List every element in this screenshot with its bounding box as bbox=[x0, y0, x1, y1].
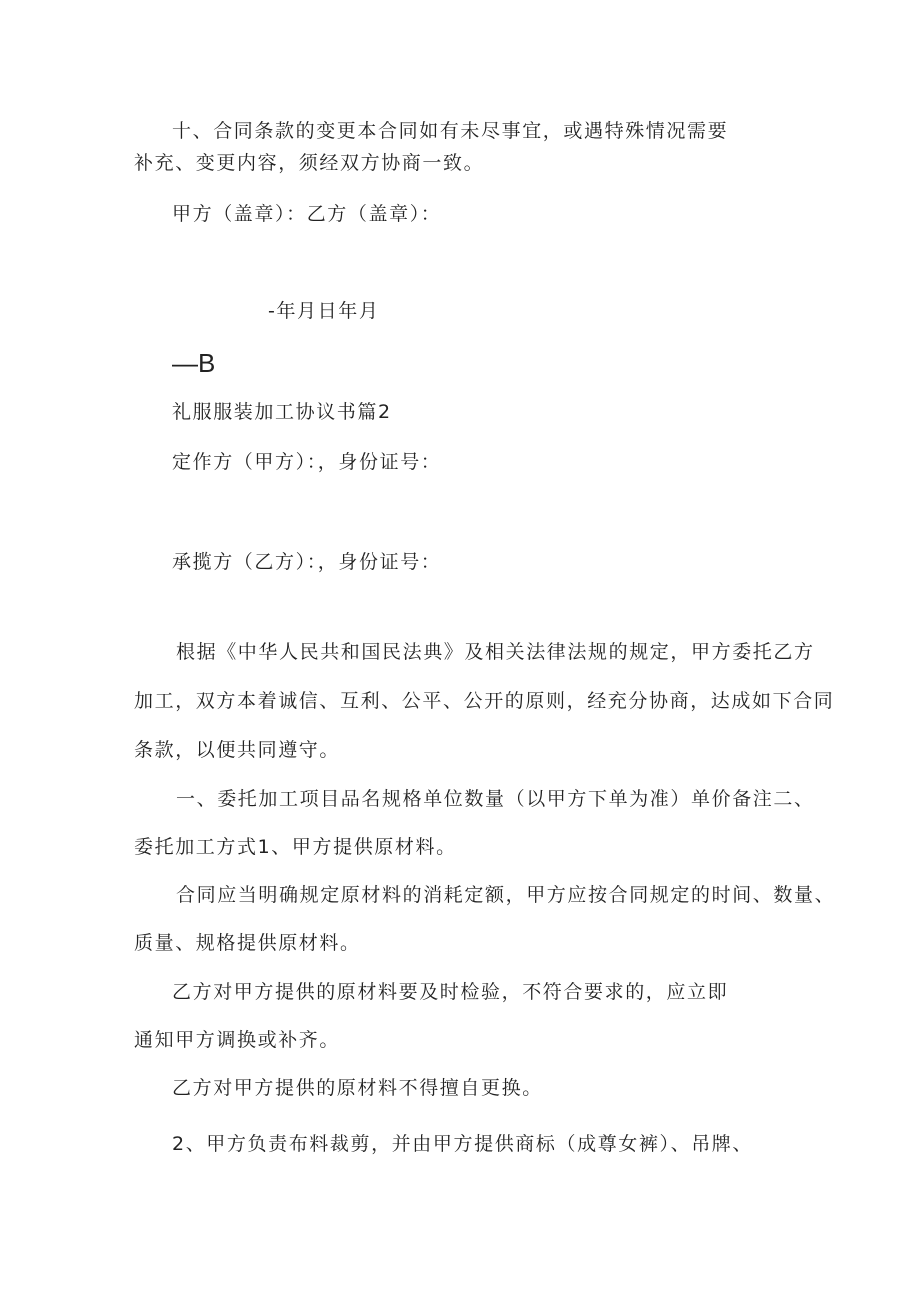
clause1-line-1: 一、委托加工项目品名规格单位数量（以甲方下单为准）单价备注二、 bbox=[176, 788, 815, 810]
materials-line-1: 合同应当明确规定原材料的消耗定额，甲方应按合同规定的时间、数量、 bbox=[176, 884, 836, 906]
intro-line-3: 条款，以便共同遵守。 bbox=[134, 739, 341, 761]
inspection-line-2: 通知甲方调换或补齐。 bbox=[134, 1029, 341, 1051]
section10-line-2: 补充、变更内容，须经双方协商一致。 bbox=[134, 152, 485, 174]
party-a-line: 定作方（甲方）：，身份证号： bbox=[172, 451, 442, 473]
section-mark: —B bbox=[172, 348, 216, 378]
section10-line-1: 十、合同条款的变更本合同如有未尽事宜，或遇特殊情况需要 bbox=[172, 120, 729, 142]
party-b-line: 承揽方（乙方）：，身份证号： bbox=[172, 551, 442, 573]
signature-dates: -年月日年月 bbox=[268, 300, 380, 322]
signature-parties: 甲方（盖章）：乙方（盖章）： bbox=[172, 203, 442, 225]
intro-line-2: 加工，双方本着诚信、互利、公平、公开的原则，经充分协商，达成如下合同 bbox=[134, 690, 835, 712]
no-replace-line: 乙方对甲方提供的原材料不得擅自更换。 bbox=[172, 1077, 543, 1099]
document-title: 礼服服装加工协议书篇2 bbox=[172, 401, 392, 423]
inspection-line-1: 乙方对甲方提供的原材料要及时检验，不符合要求的，应立即 bbox=[172, 981, 729, 1003]
clause1-line-2: 委托加工方式1、甲方提供原材料。 bbox=[134, 836, 457, 858]
materials-line-2: 质量、规格提供原材料。 bbox=[134, 932, 361, 954]
clause2-line: 2、甲方负责布料裁剪，并由甲方提供商标（成尊女裤）、吊牌、 bbox=[172, 1133, 753, 1155]
intro-line-1: 根据《中华人民共和国民法典》及相关法律法规的规定，甲方委托乙方 bbox=[176, 641, 815, 663]
